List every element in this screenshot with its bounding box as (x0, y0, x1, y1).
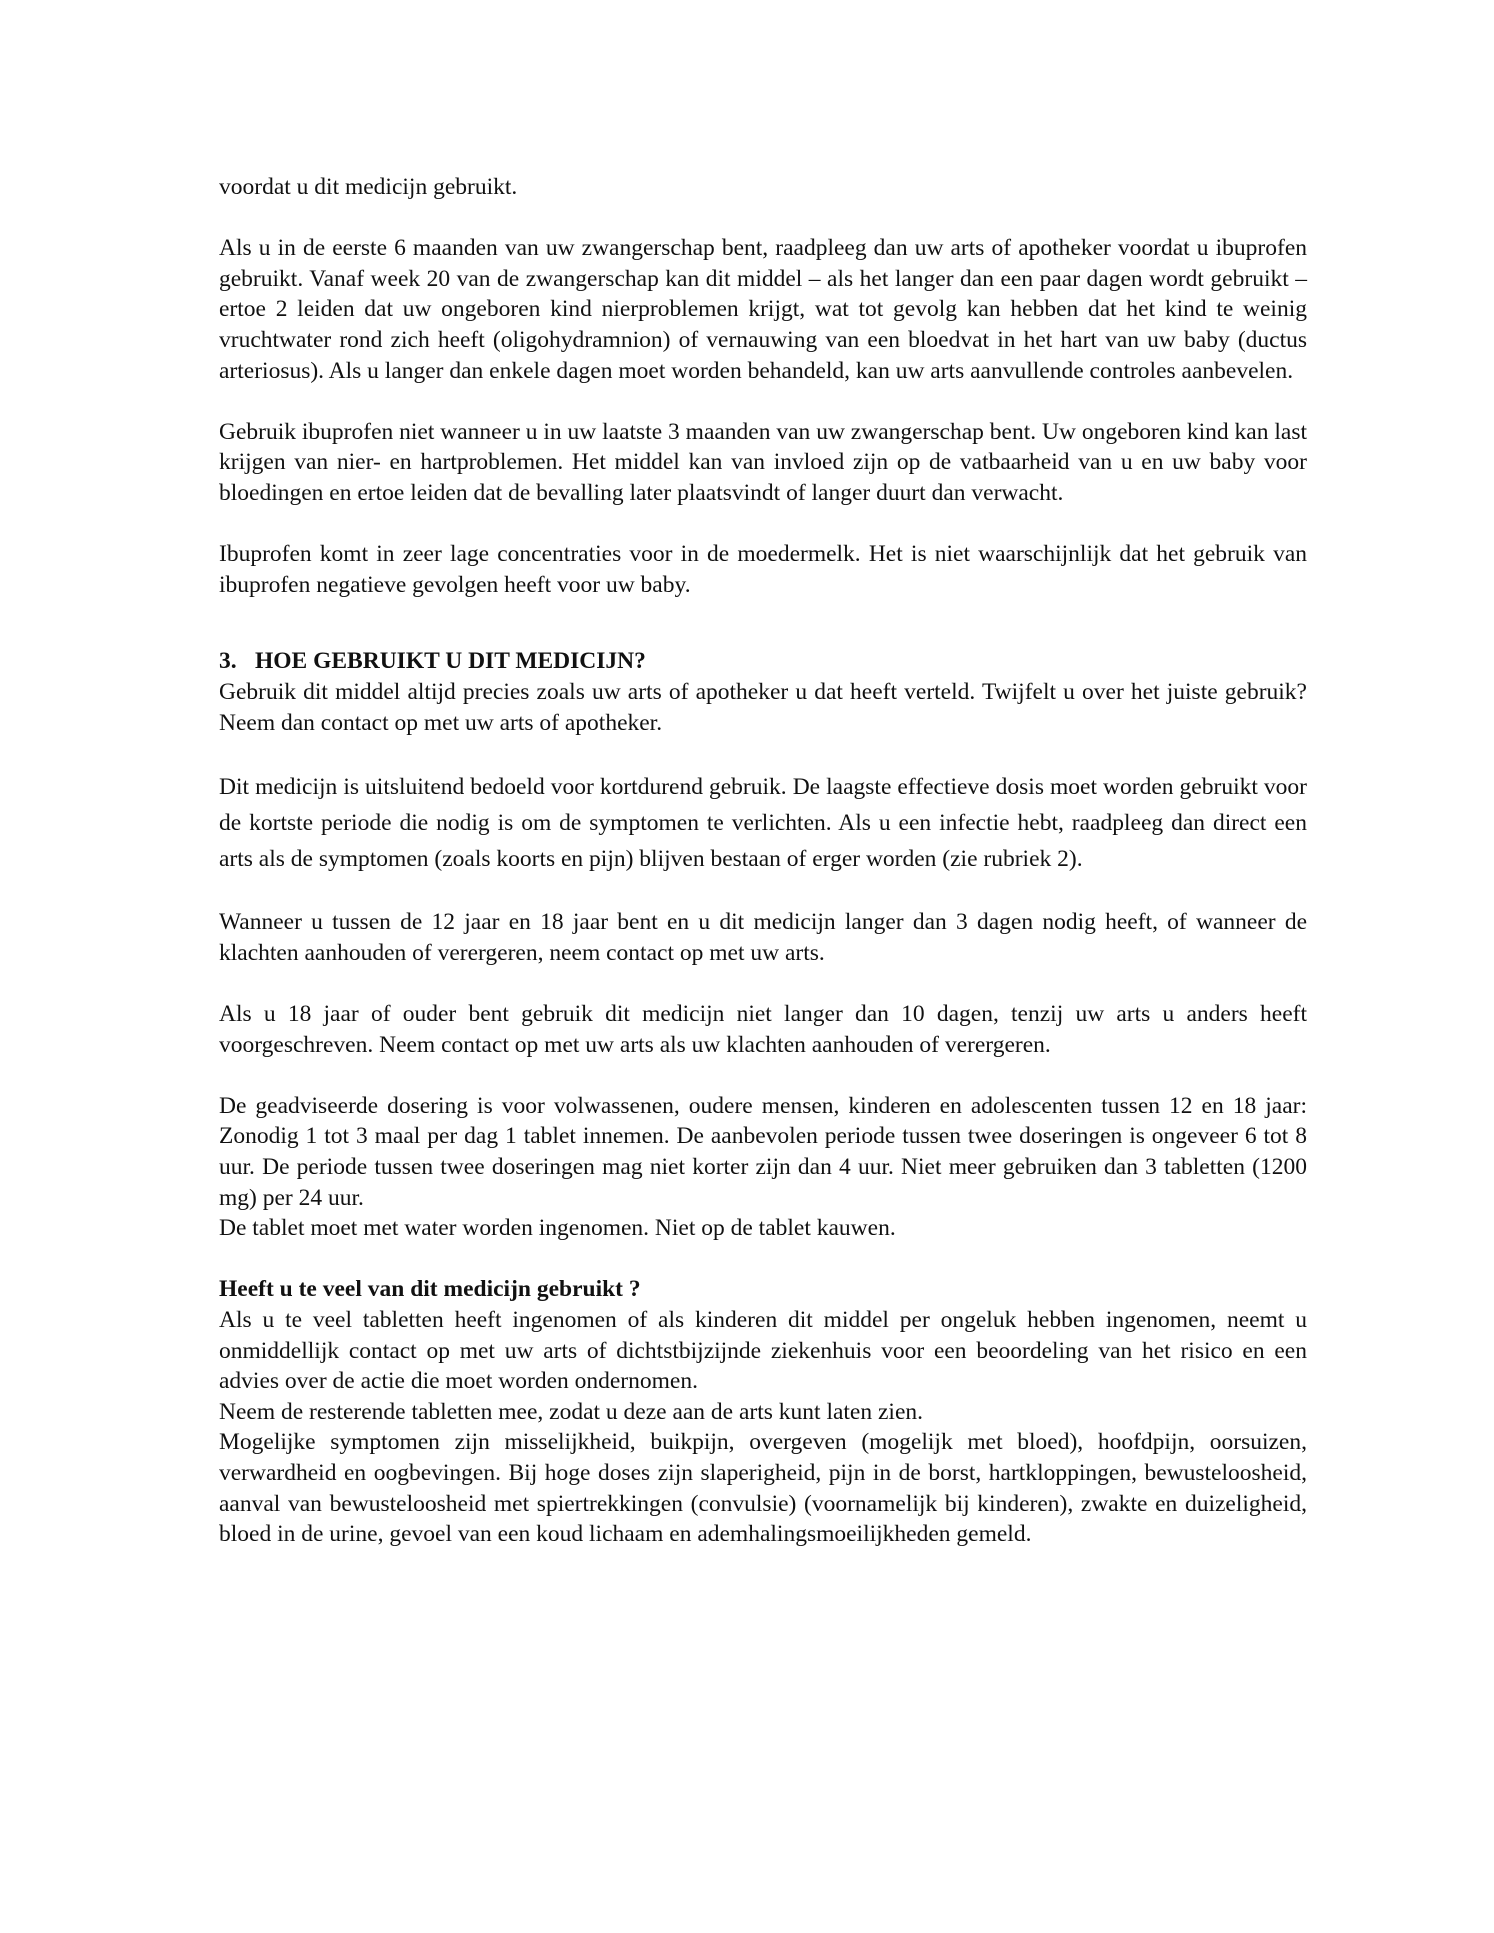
section-heading (219, 646, 1307, 677)
paragraph-usage-intro: Gebruik dit middel altijd precies zoals uw arts of apotheker u dat heeft verteld. Twijfelt u over het juiste gebruik? Neem dan contact op met uw arts of apotheker. (219, 678, 1307, 736)
section-title: HOE GEBRUIKT U DIT MEDICIJN? (255, 648, 646, 675)
paragraph-bring-tablets: Neem de resterende tabletten mee, zodat u deze aan de arts kunt laten zien. (219, 1398, 924, 1425)
paragraph-continuation: voordat u dit medicijn gebruikt. (219, 174, 518, 200)
paragraph-age-12-18: Wanneer u tussen de 12 jaar en 18 jaar bent en u dit medicijn langer dan 3 dagen nodig heeft, of wanneer de klachten aanhouden of verergeren, neem contact op met uw arts. (219, 909, 1307, 966)
paragraph-age-18-plus: Als u 18 jaar of ouder bent gebruik dit medicijn niet langer dan 10 dagen, tenzij uw arts u anders heeft voorgeschreven. Neem contact op met uw arts als uw klachten aanhouden of verergeren. (219, 1001, 1307, 1058)
paragraph-symptoms: Mogelijke symptomen zijn misselijkheid, buikpijn, overgeven (mogelijk met bloed), hoofdpijn, oorsuizen, verwardheid en oogbevingen. Bij hoge doses zijn slaperigheid, pijn in de borst, hartkloppingen, bewusteloosheid, aanval van bewusteloosheid met spiertrekkingen (convulsie) (voornamelijk bij kinderen), zwakte en duizeligheid, bloed in de urine, gevoel van een koud lichaam en ademhalingsmoeilijkheden gemeld. (219, 1429, 1307, 1548)
paragraph-pregnancy-first-months: Als u in de eerste 6 maanden van uw zwangerschap bent, raadpleeg dan uw arts of apotheker voordat u ibuprofen gebruikt. Vanaf week 20 van de zwangerschap kan dit middel – als het langer dan een paar dagen wordt gebruikt – ertoe 2 leiden dat uw ongeboren kind nierproblemen krijgt, wat tot gevolg kan hebben dat het kind te weinig vruchtwater rond zich heeft (oligohydramnion) of vernauwing van een bloedvat in het hart van uw baby (ductus arteriosus). Als u langer dan enkele dagen moet worden behandeld, kan uw arts aanvullende controles aanbevelen. (219, 235, 1307, 384)
document-body (219, 172, 1307, 1550)
paragraph-overdose: Als u te veel tabletten heeft ingenomen of als kinderen dit middel per ongeluk hebben ingenomen, neemt u onmiddellijk contact op met uw arts of dichtstbijzijnde ziekenhuis voor een beoordeling van het risico en een advies over de actie die moet worden ondernomen. (219, 1307, 1307, 1395)
paragraph-pregnancy-last-months: Gebruik ibuprofen niet wanneer u in uw laatste 3 maanden van uw zwangerschap bent. Uw ongeboren kind kan last krijgen van nier- en hartproblemen. Het middel kan van invloed zijn op de vatbaarheid van u en uw baby voor bloedingen en ertoe leiden dat de bevalling later plaatsvindt of langer duurt dan verwacht. (219, 418, 1307, 506)
paragraph-short-term-use: Dit medicijn is uitsluitend bedoeld voor kortdurend gebruik. De laagste effectieve dosis moet worden gebruikt voor de kortste periode die nodig is om de symptomen te verlichten. Als u een infectie hebt, raadpleeg dan direct een arts als de symptomen (zoals koorts en pijn) blijven bestaan of erger worden (zie rubriek 2). (219, 773, 1307, 872)
paragraph-tablet-note: De tablet moet met water worden ingenomen. Niet op de tablet kauwen. (219, 1215, 896, 1242)
section-number: 3. (219, 648, 237, 675)
overdose-heading: Heeft u te veel van dit medicijn gebruikt ? (219, 1276, 641, 1303)
paragraph-dosage: De geadviseerde dosering is voor volwassenen, oudere mensen, kinderen en adolescenten tussen 12 en 18 jaar: Zonodig 1 tot 3 maal per dag 1 tablet innemen. De aanbevolen periode tussen twee doseringen is ongeveer 6 tot 8 uur. De periode tussen twee doseringen mag niet korter zijn dan 4 uur. Niet meer gebruiken dan 3 tabletten (1200 mg) per 24 uur. (219, 1092, 1307, 1211)
paragraph-breastfeeding: Ibuprofen komt in zeer lage concentraties voor in de moedermelk. Het is niet waarschijnlijk dat het gebruik van ibuprofen negatieve gevolgen heeft voor uw baby. (219, 541, 1307, 598)
